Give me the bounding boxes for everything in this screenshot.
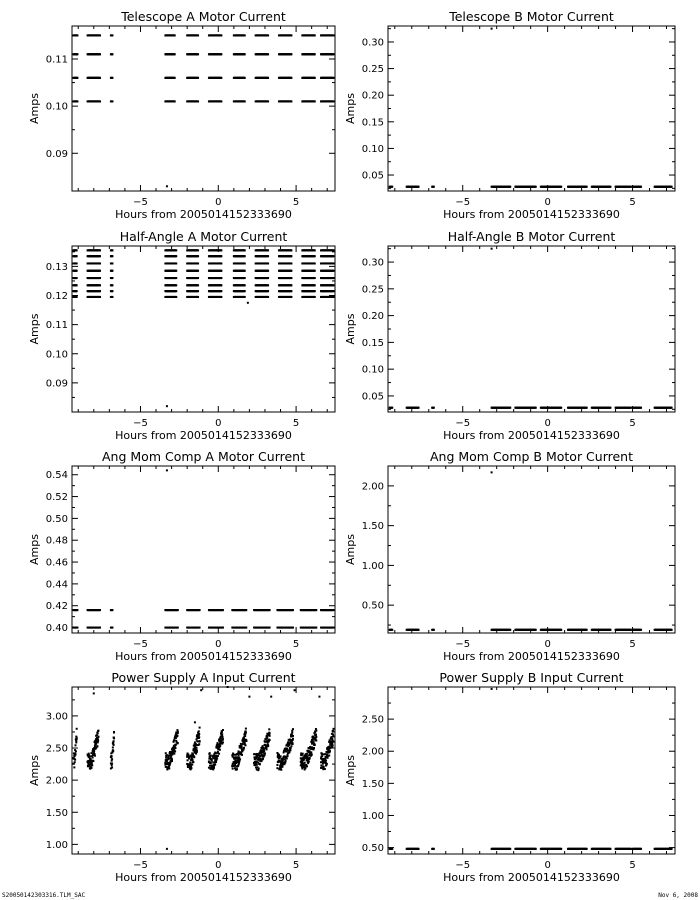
data-point <box>267 262 269 264</box>
data-point <box>220 77 222 79</box>
data-point <box>332 34 334 36</box>
data-point <box>175 290 177 292</box>
data-point <box>244 34 246 36</box>
chart-title: Half-Angle B Motor Current <box>447 229 616 244</box>
y-tick-label: 0.09 <box>45 378 68 390</box>
x-tick-label: −5 <box>133 197 148 208</box>
y-tick-label: 0.42 <box>45 601 68 613</box>
y-tick-label: 0.25 <box>361 284 384 296</box>
data-point <box>290 100 292 102</box>
data-point <box>332 277 334 279</box>
chart-panel-3 <box>28 229 335 442</box>
data-point <box>509 407 511 409</box>
plot-frame <box>72 466 335 633</box>
y-tick-label: 0.30 <box>361 37 384 49</box>
x-tick-label: 5 <box>292 418 300 429</box>
data-point <box>314 270 316 272</box>
y-axis-label: Amps <box>344 313 357 345</box>
data-point <box>99 296 101 298</box>
data-point <box>175 284 177 286</box>
x-axis-label: Hours from 2005014152333690 <box>115 429 292 442</box>
data-point <box>197 77 199 79</box>
data-point <box>314 290 316 292</box>
data-point <box>535 407 537 409</box>
y-tick-label: 0.54 <box>45 470 68 482</box>
x-tick-label: 0 <box>544 197 551 208</box>
data-point <box>290 277 292 279</box>
data-point <box>76 262 78 264</box>
data-point <box>290 262 292 264</box>
data-point <box>99 77 101 79</box>
data-point <box>314 262 316 264</box>
data-point <box>197 270 199 272</box>
data-point <box>290 77 292 79</box>
data-point <box>332 249 334 251</box>
data-point <box>491 28 493 30</box>
data-point <box>220 270 222 272</box>
data-point <box>332 100 334 102</box>
data-point <box>76 53 78 55</box>
data-point <box>220 296 222 298</box>
data-point <box>314 53 316 55</box>
data-point <box>290 290 292 292</box>
data-point <box>76 77 78 79</box>
data-point <box>99 627 101 629</box>
data-point <box>174 100 176 102</box>
data-point <box>244 249 246 251</box>
data-point <box>99 249 101 251</box>
data-point <box>99 609 101 611</box>
chart-panel-1 <box>28 9 335 221</box>
data-point <box>332 290 334 292</box>
data-point <box>244 284 246 286</box>
data-point <box>76 290 78 292</box>
y-tick-label: 0.05 <box>361 391 384 403</box>
data-point <box>76 627 78 629</box>
data-point <box>76 255 78 257</box>
chart-title: Telescope B Motor Current <box>449 9 614 24</box>
data-point <box>267 270 269 272</box>
data-point <box>197 53 199 55</box>
data-points <box>73 34 335 187</box>
data-point <box>197 100 199 102</box>
data-point <box>76 609 78 611</box>
data-point <box>76 277 78 279</box>
x-tick-label: 5 <box>292 639 300 650</box>
data-point <box>177 627 179 629</box>
data-point <box>290 249 292 251</box>
y-axis-label: Amps <box>28 534 41 565</box>
data-point <box>174 53 176 55</box>
data-point <box>267 249 269 251</box>
data-point <box>671 407 673 409</box>
data-point <box>609 407 611 409</box>
y-tick-label: 0.48 <box>45 535 68 547</box>
data-point <box>197 34 199 36</box>
data-point <box>244 100 246 102</box>
data-point <box>99 34 101 36</box>
y-tick-label: 0.12 <box>45 291 68 303</box>
data-point <box>314 100 316 102</box>
data-point <box>267 284 269 286</box>
data-point <box>247 302 249 304</box>
data-point <box>177 609 179 611</box>
data-point <box>671 186 673 188</box>
data-point <box>332 53 334 55</box>
data-point <box>290 284 292 286</box>
y-tick-label: 0.09 <box>45 148 68 160</box>
data-point <box>244 270 246 272</box>
data-point <box>314 77 316 79</box>
data-points <box>73 249 335 407</box>
data-point <box>197 284 199 286</box>
data-point <box>99 255 101 257</box>
data-point <box>220 277 222 279</box>
data-point <box>197 249 199 251</box>
data-point <box>175 277 177 279</box>
data-point <box>111 627 113 629</box>
data-point <box>99 270 101 272</box>
x-tick-label: 5 <box>629 418 636 429</box>
data-point <box>111 270 113 272</box>
data-point <box>99 53 101 55</box>
chart-panel-5 <box>28 449 335 663</box>
data-point <box>220 262 222 264</box>
data-point <box>76 249 78 251</box>
data-point <box>332 255 334 257</box>
y-axis-label: Amps <box>28 93 41 124</box>
plot-frame <box>388 26 675 191</box>
data-point <box>267 296 269 298</box>
chart-title: Ang Mom Comp A Motor Current <box>102 449 305 464</box>
data-point <box>586 407 588 409</box>
chart-title: Half-Angle A Motor Current <box>119 229 288 244</box>
data-point <box>197 255 199 257</box>
data-point <box>111 296 113 298</box>
data-point <box>244 296 246 298</box>
data-point <box>220 34 222 36</box>
data-point <box>640 186 642 188</box>
y-tick-label: 0.20 <box>361 311 384 323</box>
data-point <box>332 77 334 79</box>
data-point <box>290 53 292 55</box>
data-points <box>73 469 335 628</box>
x-tick-label: 0 <box>215 639 222 650</box>
x-tick-label: 0 <box>544 418 551 429</box>
data-point <box>76 284 78 286</box>
data-point <box>244 262 246 264</box>
data-point <box>332 270 334 272</box>
plot-frame <box>388 246 675 412</box>
data-point <box>418 186 420 188</box>
data-point <box>491 248 493 250</box>
data-point <box>244 290 246 292</box>
data-point <box>314 255 316 257</box>
data-point <box>111 609 113 611</box>
data-point <box>222 609 224 611</box>
y-tick-label: 0.50 <box>45 513 68 525</box>
y-tick-label: 0.40 <box>45 623 68 635</box>
x-tick-label: −5 <box>455 418 471 429</box>
data-point <box>197 290 199 292</box>
x-axis-label: Hours from 2005014152333690 <box>115 650 292 663</box>
y-tick-label: 0.25 <box>361 64 384 76</box>
data-point <box>76 296 78 298</box>
x-axis-label: Hours from 2005014152333690 <box>443 208 620 221</box>
x-tick-label: −5 <box>133 418 148 429</box>
y-tick-label: 0.10 <box>361 143 384 155</box>
data-point <box>199 627 201 629</box>
data-point <box>175 262 177 264</box>
data-point <box>244 77 246 79</box>
data-point <box>76 270 78 272</box>
data-point <box>76 100 78 102</box>
data-point <box>244 53 246 55</box>
data-point <box>560 186 562 188</box>
data-point <box>267 290 269 292</box>
data-point <box>290 270 292 272</box>
data-point <box>267 100 269 102</box>
data-point <box>220 249 222 251</box>
data-point <box>111 100 113 102</box>
data-point <box>314 277 316 279</box>
y-tick-label: 0.46 <box>45 557 68 569</box>
chart-title: Telescope A Motor Current <box>121 9 286 24</box>
y-tick-label: 0.44 <box>45 579 68 591</box>
plot-frame <box>72 26 335 191</box>
data-point <box>609 186 611 188</box>
data-point <box>267 77 269 79</box>
data-point <box>267 53 269 55</box>
data-point <box>111 290 113 292</box>
data-point <box>99 100 101 102</box>
data-point <box>111 262 113 264</box>
data-point <box>244 277 246 279</box>
data-point <box>175 270 177 272</box>
y-tick-label: 0.20 <box>361 90 384 102</box>
y-tick-label: 0.15 <box>361 117 384 129</box>
data-point <box>332 262 334 264</box>
x-axis-label: Hours from 2005014152333690 <box>443 429 620 442</box>
data-point <box>391 186 393 188</box>
data-point <box>99 277 101 279</box>
x-axis-label: Hours from 2005014152333690 <box>115 208 292 221</box>
data-point <box>509 186 511 188</box>
data-point <box>433 407 435 409</box>
x-tick-label: 0 <box>215 197 222 208</box>
data-point <box>174 77 176 79</box>
data-point <box>535 186 537 188</box>
data-point <box>314 296 316 298</box>
data-point <box>220 100 222 102</box>
x-tick-label: 0 <box>215 418 222 429</box>
data-point <box>197 277 199 279</box>
data-points <box>389 28 673 188</box>
data-point <box>175 249 177 251</box>
data-point <box>586 186 588 188</box>
data-point <box>111 249 113 251</box>
y-tick-label: 0.10 <box>45 101 68 113</box>
data-point <box>111 34 113 36</box>
x-tick-label: 5 <box>629 197 636 208</box>
data-point <box>267 34 269 36</box>
data-point <box>111 277 113 279</box>
data-point <box>197 296 199 298</box>
y-axis-label: Amps <box>28 313 41 345</box>
y-tick-label: 0.10 <box>45 349 68 361</box>
y-tick-label: 0.11 <box>45 320 68 332</box>
chart-panel-2 <box>344 9 675 221</box>
data-point <box>197 262 199 264</box>
data-point <box>332 296 334 298</box>
data-point <box>111 255 113 257</box>
x-tick-label: −5 <box>455 197 471 208</box>
data-point <box>290 255 292 257</box>
y-tick-label: 0.10 <box>361 364 384 376</box>
data-point <box>640 407 642 409</box>
data-point <box>111 77 113 79</box>
data-point <box>244 255 246 257</box>
data-point <box>560 407 562 409</box>
data-point <box>175 255 177 257</box>
data-point <box>199 609 201 611</box>
data-point <box>111 53 113 55</box>
data-point <box>332 284 334 286</box>
data-point <box>166 185 168 187</box>
data-point <box>267 277 269 279</box>
data-point <box>220 284 222 286</box>
data-point <box>314 284 316 286</box>
y-tick-label: 0.52 <box>45 492 68 504</box>
data-point <box>175 296 177 298</box>
data-point <box>433 186 435 188</box>
data-point <box>174 34 176 36</box>
data-point <box>267 255 269 257</box>
y-tick-label: 0.30 <box>361 257 384 269</box>
data-point <box>290 34 292 36</box>
data-point <box>99 284 101 286</box>
data-point <box>220 255 222 257</box>
data-point <box>111 284 113 286</box>
data-point <box>222 627 224 629</box>
data-point <box>166 405 168 407</box>
data-point <box>314 34 316 36</box>
data-point <box>314 249 316 251</box>
data-point <box>220 53 222 55</box>
y-tick-label: 0.13 <box>45 261 68 273</box>
data-point <box>76 34 78 36</box>
data-point <box>99 262 101 264</box>
data-point <box>391 407 393 409</box>
chart-panel-4 <box>344 229 675 442</box>
data-point <box>220 290 222 292</box>
x-tick-label: −5 <box>133 639 148 650</box>
y-tick-label: 0.15 <box>361 337 384 349</box>
y-axis-label: Amps <box>344 93 357 124</box>
data-point <box>290 296 292 298</box>
y-tick-label: 0.05 <box>361 170 384 182</box>
data-points <box>389 248 673 409</box>
data-point <box>99 290 101 292</box>
y-tick-label: 0.11 <box>45 54 68 66</box>
data-point <box>418 407 420 409</box>
x-tick-label: 5 <box>292 197 300 208</box>
